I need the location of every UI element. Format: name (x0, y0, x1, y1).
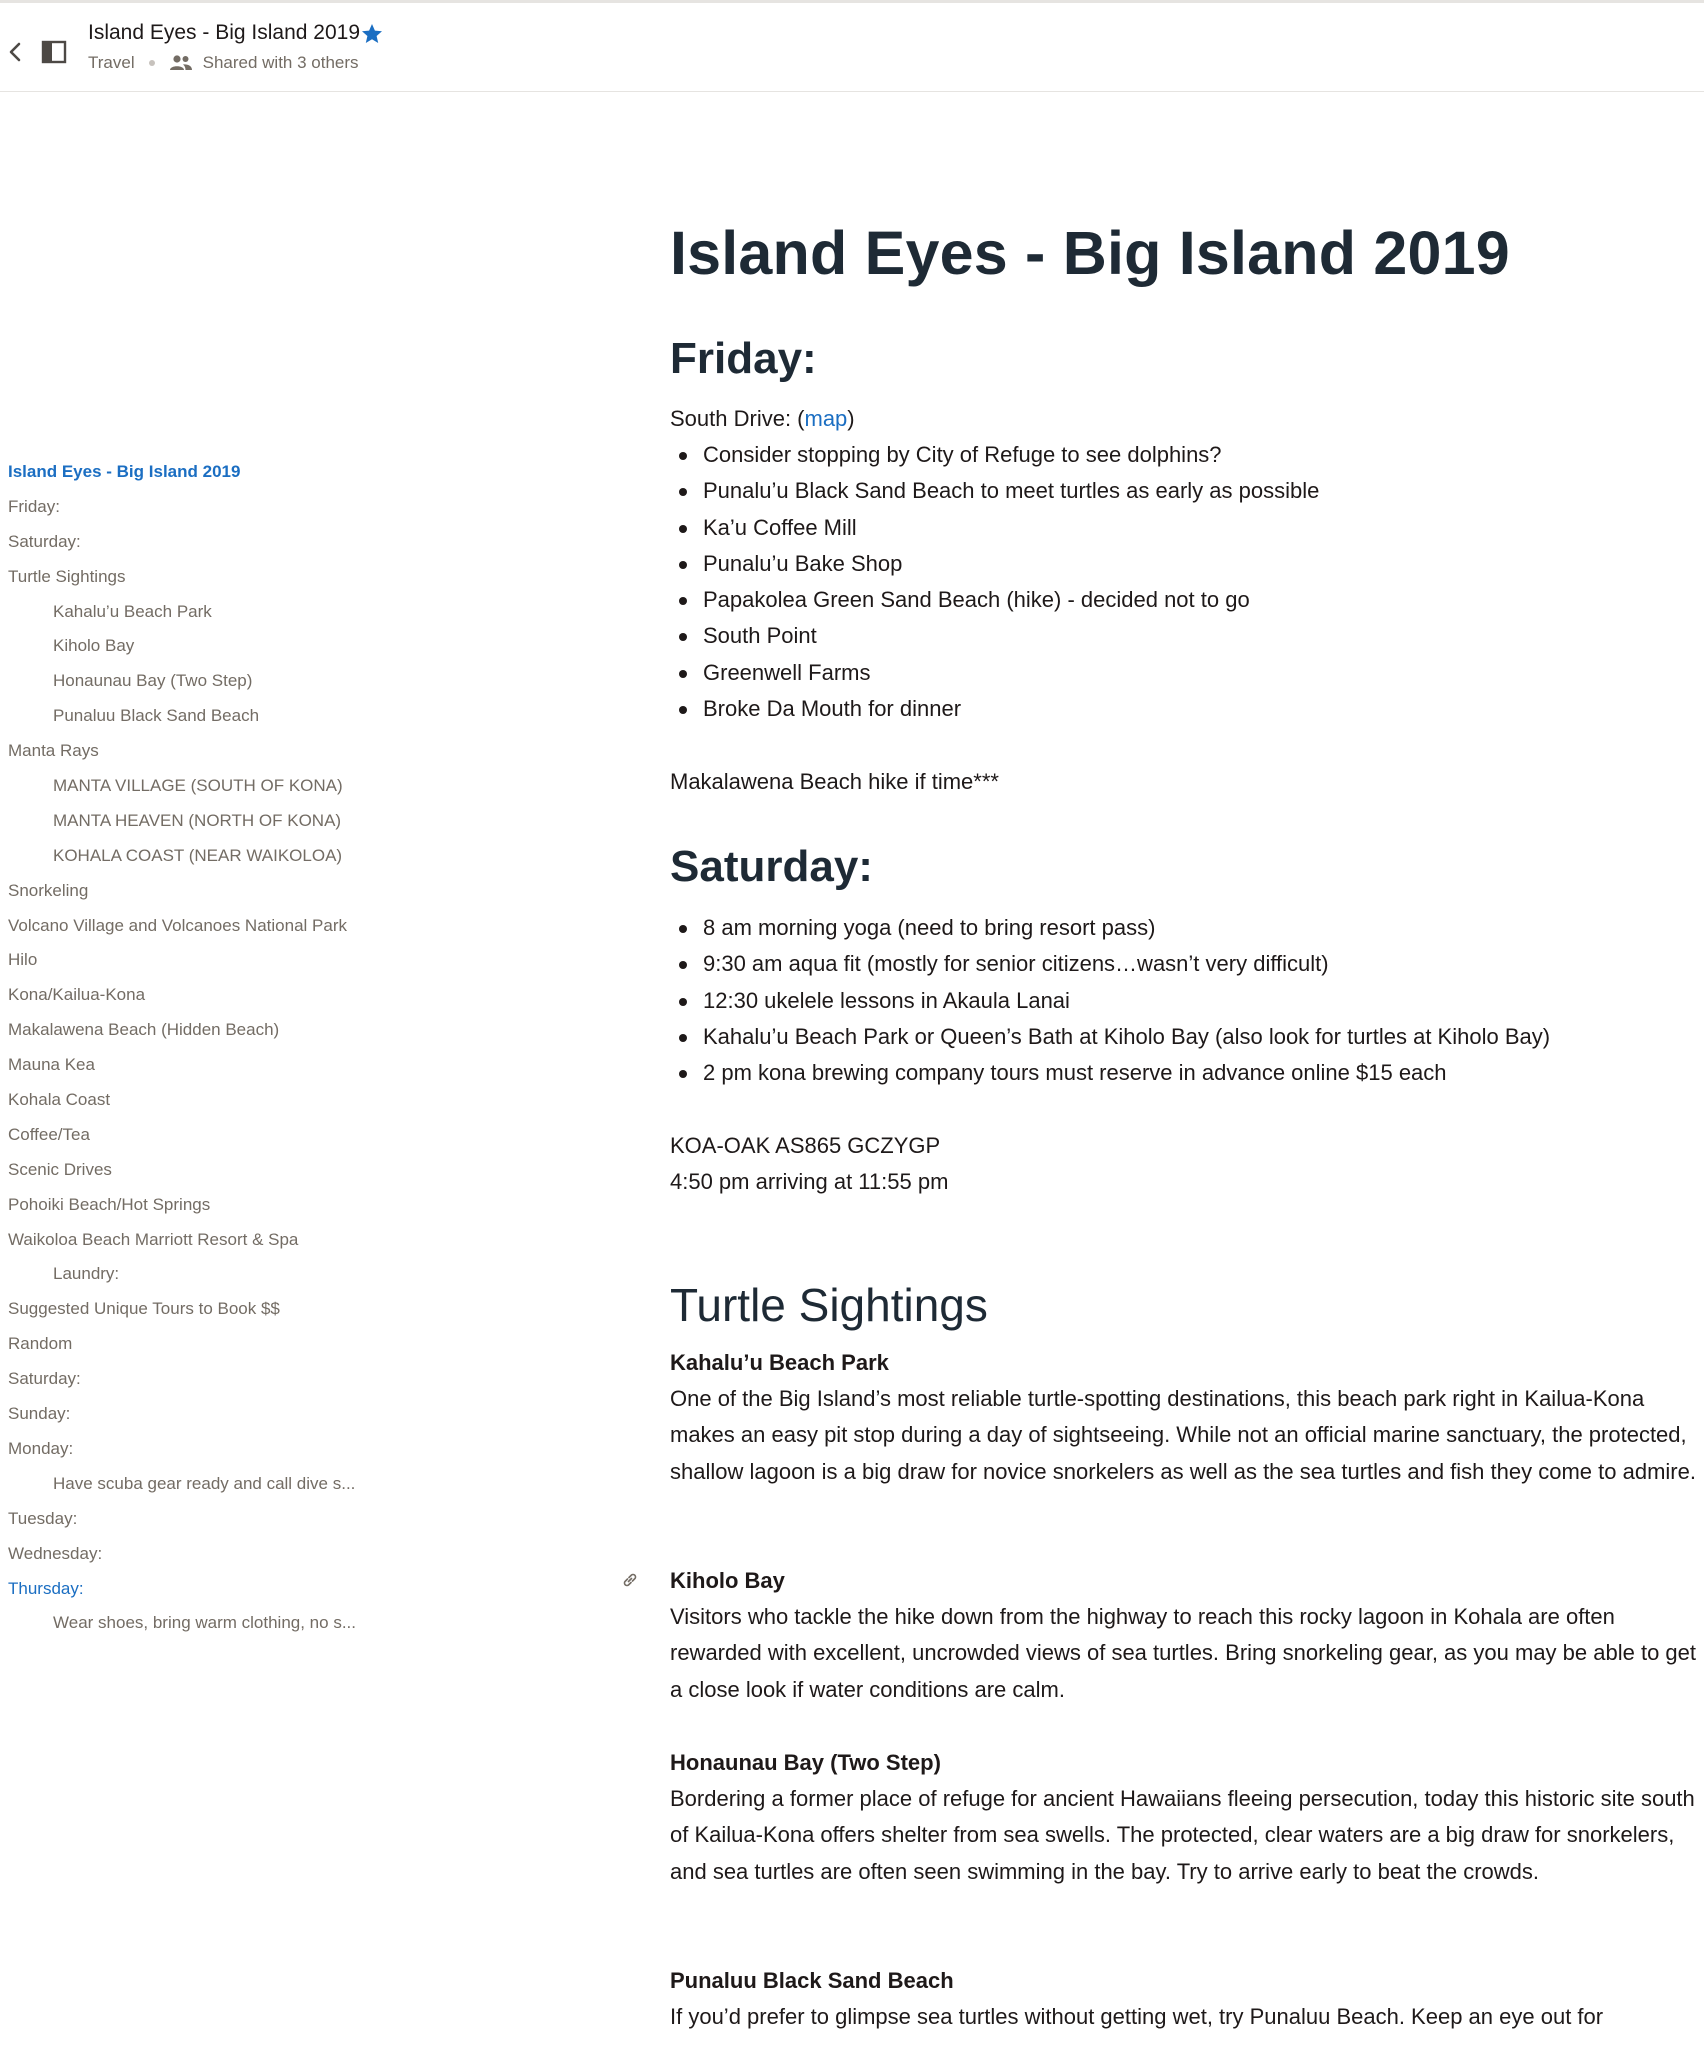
list-item: Papakolea Green Sand Beach (hike) - decided not to go (670, 582, 1319, 618)
table-of-contents (8, 455, 408, 1641)
flight-time: 4:50 pm arriving at 11:55 pm (670, 1169, 949, 1194)
doc-header (0, 3, 1704, 92)
shared-label[interactable]: Shared with 3 others (202, 53, 359, 72)
list-item: Greenwell Farms (670, 655, 1319, 691)
friday-list (670, 437, 1319, 727)
toc-item[interactable]: Volcano Village and Volcanoes National Park (8, 915, 347, 935)
toc-item[interactable]: Kona/Kailua-Kona (8, 985, 146, 1005)
toggle-sidebar-button[interactable] (40, 39, 68, 65)
toc-item[interactable]: Tuesday: (8, 1508, 78, 1528)
list-item: Punalu’u Bake Shop (670, 546, 1319, 582)
toc-item[interactable]: Turtle Sightings (8, 566, 126, 586)
paragraph-kahaluu: One of the Big Island’s most reliable turtle-spotting destinations, this beach park right in Kailua-Kona makes an easy pit stop during a day of sightseeing. While not an official marine sanctuary, the protected, shallow lagoon is a big draw for novice snorkelers as well as the sea turtles and fish they come to admire. (670, 1386, 1696, 1484)
toc-item[interactable]: Coffee/Tea (8, 1124, 90, 1144)
toc-item[interactable]: Snorkeling (8, 880, 89, 900)
doc-meta (88, 53, 359, 73)
south-drive-prefix: South Drive: ( (670, 406, 805, 431)
people-icon (169, 54, 193, 72)
star-icon[interactable] (360, 22, 384, 46)
list-item: Punalu’u Black Sand Beach to meet turtles as early as possible (670, 473, 1319, 509)
separator-dot (149, 60, 155, 66)
flight-info: KOA-OAK AS865 GCZYGP (670, 1133, 941, 1158)
page-title: Island Eyes - Big Island 2019 (670, 219, 1510, 287)
toc-item[interactable]: Punaluu Black Sand Beach (53, 706, 260, 726)
south-drive-suffix: ) (847, 406, 855, 431)
list-item: Broke Da Mouth for dinner (670, 691, 1319, 727)
toc-item[interactable]: Thursday: (8, 1578, 84, 1598)
toc-item[interactable]: Island Eyes - Big Island 2019 (8, 462, 241, 481)
toc-item[interactable]: Waikoloa Beach Marriott Resort & Spa (8, 1229, 299, 1249)
paragraph-kiholo: Visitors who tackle the hike down from the highway to reach this rocky lagoon in Kohala are often rewarded with excellent, uncrowded views of sea turtles. Bring snorkeling gear, as you may be able to get a close look if water conditions are calm. (670, 1604, 1696, 1702)
toc-item[interactable]: KOHALA COAST (NEAR WAIKOLOA) (53, 845, 343, 865)
chevron-left-icon (4, 39, 26, 65)
list-item: South Point (670, 618, 1319, 654)
toc-item[interactable]: Hilo (8, 950, 38, 970)
south-drive-line (670, 406, 855, 432)
toc-item[interactable]: Mauna Kea (8, 1055, 95, 1075)
toc-item[interactable]: Kiholo Bay (53, 636, 135, 656)
toc-item[interactable]: MANTA HEAVEN (NORTH OF KONA) (53, 810, 342, 830)
list-item: 12:30 ukelele lessons in Akaula Lanai (670, 983, 1550, 1019)
toc-item[interactable]: Random (8, 1334, 73, 1354)
doc-title[interactable]: Island Eyes - Big Island 2019 (88, 21, 360, 44)
toc-item[interactable]: Manta Rays (8, 741, 99, 761)
toc-item[interactable]: Kahalu’u Beach Park (53, 601, 212, 621)
subheading-punaluu: Punaluu Black Sand Beach (670, 1968, 954, 1993)
folder-label[interactable]: Travel (88, 53, 135, 72)
subheading-kiholo: Kiholo Bay (670, 1568, 785, 1593)
toc-item[interactable]: Scenic Drives (8, 1159, 112, 1179)
toc-item[interactable]: Suggested Unique Tours to Book $$ (8, 1299, 280, 1319)
heading-friday: Friday: (670, 334, 817, 383)
toc-item[interactable]: Friday: (8, 496, 60, 516)
toc-item[interactable]: Kohala Coast (8, 1090, 111, 1110)
heading-link-icon[interactable] (620, 1570, 640, 1590)
subheading-honaunau: Honaunau Bay (Two Step) (670, 1750, 941, 1775)
toc-item[interactable]: Sunday: (8, 1404, 71, 1424)
toc-item[interactable]: Wear shoes, bring warm clothing, no s... (53, 1613, 356, 1633)
toc-item[interactable]: Saturday: (8, 531, 81, 551)
toc-item[interactable]: Pohoiki Beach/Hot Springs (8, 1194, 211, 1214)
list-item: Ka’u Coffee Mill (670, 510, 1319, 546)
toc-item[interactable]: Have scuba gear ready and call dive s... (53, 1473, 356, 1493)
toc-item[interactable]: Monday: (8, 1438, 74, 1458)
list-item: 9:30 am aqua fit (mostly for senior citizens…wasn’t very difficult) (670, 946, 1550, 982)
friday-note: Makalawena Beach hike if time*** (670, 769, 999, 794)
heading-saturday: Saturday: (670, 842, 873, 891)
toc-item[interactable]: Wednesday: (8, 1543, 103, 1563)
toc-item[interactable]: MANTA VILLAGE (SOUTH OF KONA) (53, 776, 343, 796)
list-item: 8 am morning yoga (need to bring resort pass) (670, 910, 1550, 946)
list-item: Kahalu’u Beach Park or Queen’s Bath at Kiholo Bay (also look for turtles at Kiholo Bay) (670, 1019, 1550, 1055)
saturday-list (670, 910, 1550, 1091)
paragraph-punaluu: If you’d prefer to glimpse sea turtles without getting wet, try Punaluu Beach. Keep an eye out for (670, 2004, 1604, 2029)
toc-item[interactable]: Laundry: (53, 1264, 120, 1284)
heading-turtle-sightings: Turtle Sightings (670, 1279, 988, 1331)
toc-item[interactable]: Saturday: (8, 1369, 81, 1389)
back-button[interactable] (4, 39, 26, 65)
sidebar-panel-icon (40, 39, 68, 65)
toc-item[interactable]: Makalawena Beach (Hidden Beach) (8, 1020, 280, 1040)
paragraph-honaunau: Bordering a former place of refuge for ancient Hawaiians fleeing persecution, today this historic site south of Kailua-Kona offers shelter from sea swells. The protected, clear waters are a big draw for snorkelers, and sea turtles are often seen swimming in the bay. Try to arrive early to beat the crowds. (670, 1786, 1695, 1884)
list-item: Consider stopping by City of Refuge to see dolphins? (670, 437, 1319, 473)
list-item: 2 pm kona brewing company tours must reserve in advance online $15 each (670, 1055, 1550, 1091)
subheading-kahaluu: Kahalu’u Beach Park (670, 1350, 889, 1375)
map-link[interactable]: map (804, 406, 848, 431)
toc-item[interactable]: Honaunau Bay (Two Step) (53, 671, 253, 691)
